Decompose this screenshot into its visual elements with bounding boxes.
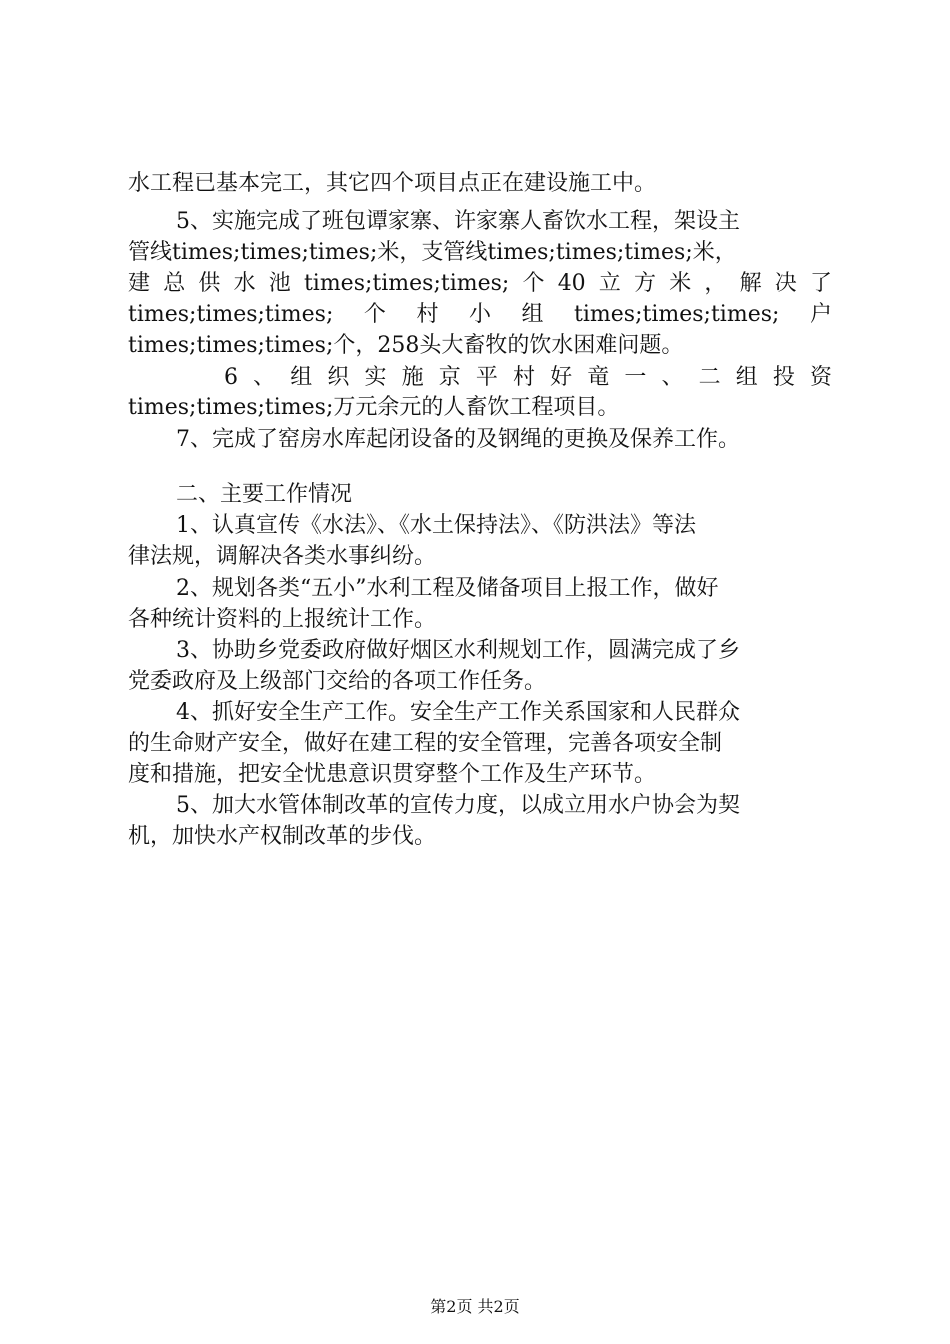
paragraph-line: 水工程已基本完工，其它四个项目点正在建设施工中。 bbox=[128, 171, 657, 196]
paragraph-line: 4、抓好安全生产工作。安全生产工作关系国家和人民群众 bbox=[176, 700, 740, 725]
line-token: 建 bbox=[128, 271, 151, 296]
line-token: times;times;times; bbox=[128, 302, 334, 327]
line-token: 二 bbox=[698, 365, 721, 390]
paragraph-line: 各种统计资料的上报统计工作。 bbox=[128, 607, 437, 632]
line-token: 米 bbox=[669, 271, 692, 296]
paragraph-line: 管线times;times;times;米，支管线times;times;times;米， bbox=[128, 240, 737, 265]
line-token: 、 bbox=[253, 365, 276, 390]
line-token: 组 bbox=[521, 302, 544, 327]
line-token: 解 bbox=[739, 271, 762, 296]
paragraph-line: 律法规，调解决各类水事纠纷。 bbox=[128, 544, 437, 569]
paragraph-line-justified bbox=[224, 362, 832, 394]
line-token: 了 bbox=[809, 271, 832, 296]
line-token: 村 bbox=[512, 365, 535, 390]
line-token: 一 bbox=[624, 365, 647, 390]
line-token: 织 bbox=[327, 365, 350, 390]
paragraph-line-justified bbox=[128, 268, 832, 300]
line-token: 组 bbox=[735, 365, 758, 390]
paragraph-line: times;times;times;个，258头大畜牧的饮水困难问题。 bbox=[128, 333, 684, 358]
line-token: 村 bbox=[416, 302, 439, 327]
line-token: 小 bbox=[468, 302, 491, 327]
line-token: times;times;times; bbox=[303, 271, 510, 296]
paragraph-line: 5、实施完成了班包谭家寨、许家寨人畜饮水工程，架设主 bbox=[176, 209, 740, 234]
line-token: 实 bbox=[364, 365, 387, 390]
line-token: 竜 bbox=[587, 365, 610, 390]
line-token: 户 bbox=[809, 302, 832, 327]
paragraph-line: 3、协助乡党委政府做好烟区水利规划工作，圆满完成了乡 bbox=[176, 638, 740, 663]
paragraph-line: 7、完成了窑房水库起闭设备的及钢绳的更换及保养工作。 bbox=[176, 427, 740, 452]
line-token: 6 bbox=[224, 365, 238, 390]
line-token: 个 bbox=[363, 302, 386, 327]
line-token: 资 bbox=[809, 365, 832, 390]
paragraph-line: 5、加大水管体制改革的宣传力度，以成立用水户协会为契 bbox=[176, 793, 740, 818]
line-token: 水 bbox=[233, 271, 256, 296]
line-token: times;times;times; bbox=[574, 302, 780, 327]
line-token: 立 bbox=[598, 271, 621, 296]
line-token: 好 bbox=[550, 365, 573, 390]
line-token: 施 bbox=[401, 365, 424, 390]
line-token: 40 bbox=[557, 271, 586, 296]
line-token: 京 bbox=[438, 365, 461, 390]
line-token: 平 bbox=[475, 365, 498, 390]
page-footer: 第2页 共2页 bbox=[430, 1297, 520, 1316]
line-token: 个 bbox=[522, 271, 545, 296]
line-token: ， bbox=[704, 271, 727, 296]
section-heading: 二、主要工作情况 bbox=[176, 482, 353, 507]
paragraph-line: 2、规划各类“五小”水利工程及储备项目上报工作，做好 bbox=[176, 576, 719, 601]
line-token: 总 bbox=[163, 271, 186, 296]
paragraph-line: 1、认真宣传《水法》、《水土保持法》、《防洪法》等法 bbox=[176, 513, 696, 538]
paragraph-line: 度和措施，把安全忧患意识贯穿整个工作及生产环节。 bbox=[128, 762, 657, 787]
line-token: 方 bbox=[634, 271, 657, 296]
line-token: 组 bbox=[290, 365, 313, 390]
paragraph-line: 的生命财产安全，做好在建工程的安全管理，完善各项安全制 bbox=[128, 731, 723, 756]
paragraph-line: times;times;times;万元余元的人畜饮工程项目。 bbox=[128, 395, 620, 420]
line-token: 池 bbox=[268, 271, 291, 296]
paragraph-line: 机，加快水产权制改革的步伐。 bbox=[128, 824, 437, 849]
paragraph-line-justified bbox=[128, 299, 832, 331]
line-token: 投 bbox=[772, 365, 795, 390]
line-token: 、 bbox=[661, 365, 684, 390]
line-token: 供 bbox=[198, 271, 221, 296]
paragraph-line: 党委政府及上级部门交给的各项工作任务。 bbox=[128, 669, 547, 694]
line-token: 决 bbox=[774, 271, 797, 296]
